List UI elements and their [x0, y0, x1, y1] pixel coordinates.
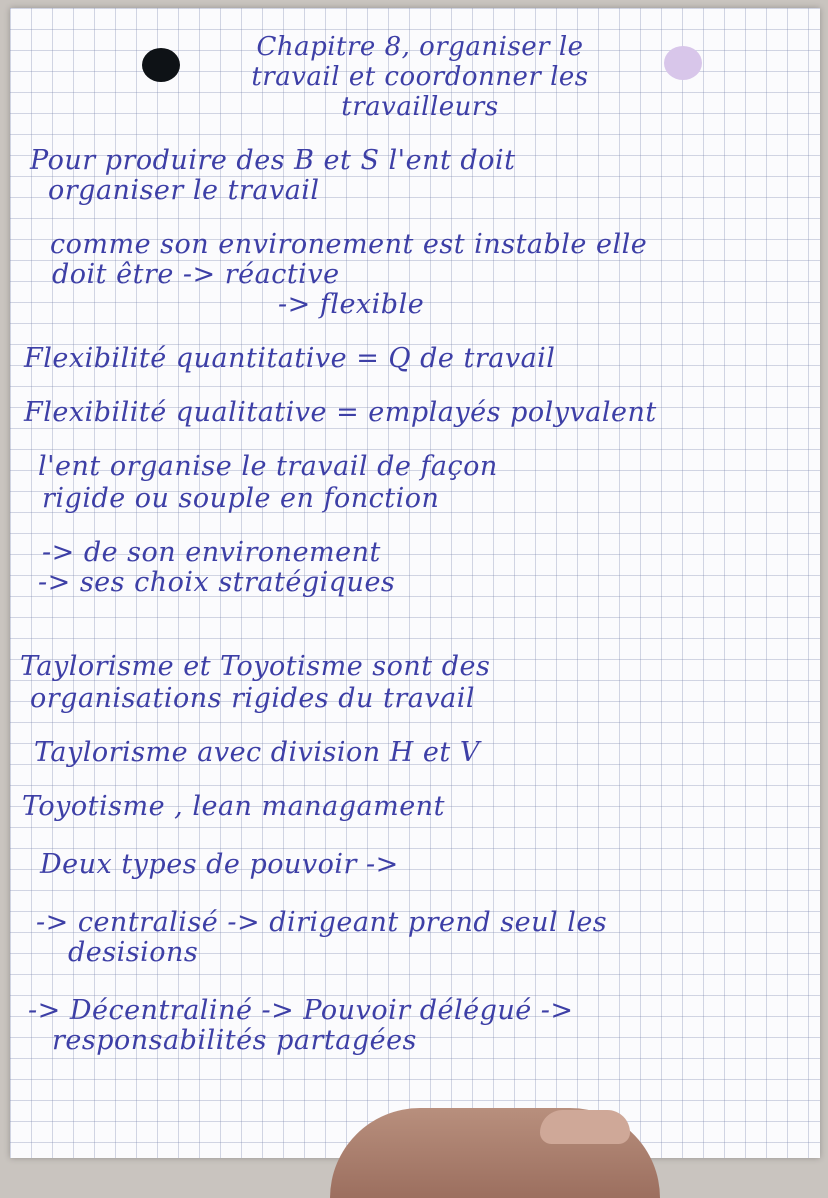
- note-line: Taylorisme avec division H et V: [34, 737, 480, 768]
- note-line: Taylorisme et Toyotisme sont des: [20, 651, 491, 682]
- note-line: Deux types de pouvoir ->: [40, 849, 399, 880]
- note-line: Toyotisme , lean managament: [22, 791, 445, 822]
- note-line: l'ent organise le travail de façon: [38, 451, 498, 482]
- note-line: organisations rigides du travail: [30, 683, 475, 714]
- note-line: comme son environement est instable elle: [50, 229, 648, 260]
- note-line: -> de son environement: [42, 537, 381, 568]
- note-line: -> Décentraliné -> Pouvoir délégué ->: [28, 995, 574, 1026]
- title-line-3: travailleurs: [341, 92, 499, 122]
- note-line: Pour produire des B et S l'ent doit: [30, 145, 516, 176]
- note-line: organiser le travail: [48, 175, 320, 206]
- title-line-2: travail et coordonner les: [251, 62, 589, 92]
- title-line-1: Chapitre 8, organiser le: [256, 32, 584, 62]
- note-line: -> centralisé -> dirigeant prend seul les: [36, 907, 608, 938]
- note-line: doit être -> réactive: [52, 259, 340, 290]
- note-line: -> flexible: [278, 289, 425, 320]
- note-line: responsabilités partagées: [52, 1025, 417, 1056]
- note-line: Flexibilité quantitative = Q de travail: [24, 343, 556, 374]
- finger-nail: [540, 1110, 630, 1144]
- note-line: rigide ou souple en fonction: [42, 483, 440, 514]
- notebook-page: [10, 8, 820, 1158]
- note-line: Flexibilité qualitative = emplayés polyvalent: [24, 397, 657, 428]
- note-line: -> ses choix stratégiques: [38, 567, 396, 598]
- note-line: desisions: [68, 937, 199, 968]
